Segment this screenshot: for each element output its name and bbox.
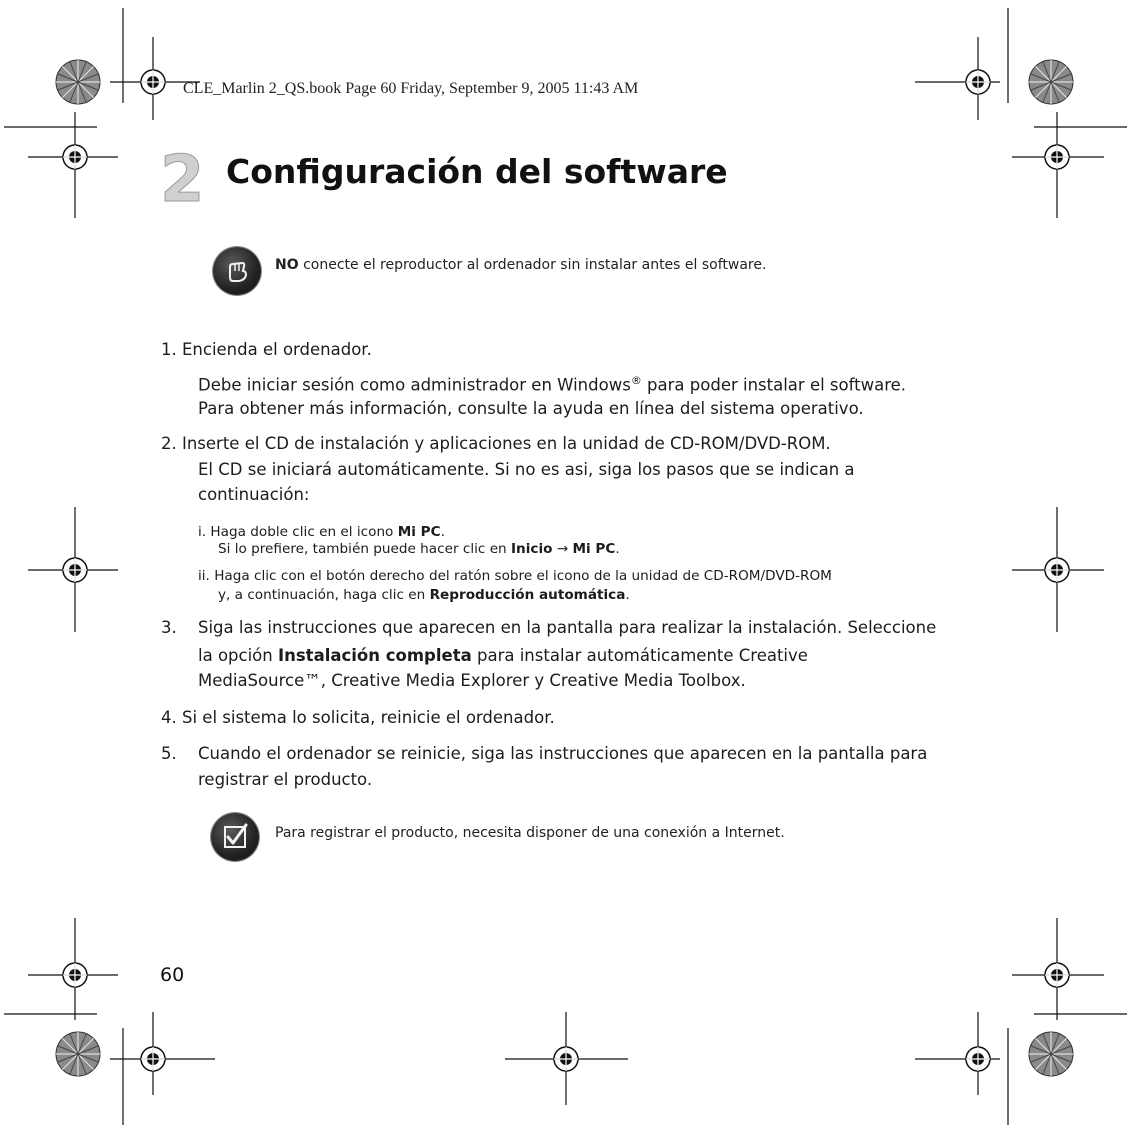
chapter-number: 2 (160, 143, 205, 217)
step-5-line-1: Cuando el ordenador se reinicie, siga las instrucciones que aparecen en la pantalla para (198, 744, 928, 763)
step-1-line-1: Debe iniciar sesión como administrador en Windows® para poder instalar el software. (198, 374, 907, 395)
step-2-title: 2. Inserte el CD de instalación y aplicaciones en la unidad de CD-ROM/DVD-ROM. (161, 434, 831, 453)
note-tip: Para registrar el producto, necesita disponer de una conexión a Internet. (275, 825, 785, 841)
step-3-line-1: Siga las instrucciones que aparecen en la pantalla para realizar la instalación. Seleccione (198, 618, 937, 637)
substep-i: i. Haga doble clic en el icono Mi PC. (198, 524, 445, 540)
note-hand-icon (213, 247, 261, 295)
substep-i-line-2: Si lo prefiere, también puede hacer clic en Inicio → Mi PC. (218, 541, 620, 557)
step-3-line-2: la opción Instalación completa para instalar automáticamente Creative (198, 646, 808, 665)
step-1-line-2: Para obtener más información, consulte la ayuda en línea del sistema operativo. (198, 399, 864, 418)
substep-ii: ii. Haga clic con el botón derecho del ratón sobre el icono de la unidad de CD-ROM/DVD-ROM (198, 568, 832, 584)
step-3-line-3: MediaSource™, Creative Media Explorer y Creative Media Toolbox. (198, 671, 746, 690)
print-header: CLE_Marlin 2_QS.book Page 60 Friday, September 9, 2005 11:43 AM (183, 80, 639, 97)
checkmark-icon (211, 813, 259, 861)
step-3-number: 3. (161, 618, 177, 637)
step-1-title: 1. Encienda el ordenador. (161, 340, 372, 359)
step-5-line-2: registrar el producto. (198, 770, 373, 789)
note-warning: NO conecte el reproductor al ordenador sin instalar antes el software. (275, 257, 767, 273)
page-number: 60 (160, 964, 185, 986)
step-2-line-1: El CD se iniciará automáticamente. Si no es asi, siga los pasos que se indican a (198, 460, 855, 479)
chapter-title: Configuración del software (226, 152, 728, 191)
substep-ii-line-2: y, a continuación, haga clic en Reproducción automática. (218, 587, 630, 603)
step-5-number: 5. (161, 744, 177, 763)
step-4-title: 4. Si el sistema lo solicita, reinicie el ordenador. (161, 708, 555, 727)
step-2-line-2: continuación: (198, 485, 310, 504)
